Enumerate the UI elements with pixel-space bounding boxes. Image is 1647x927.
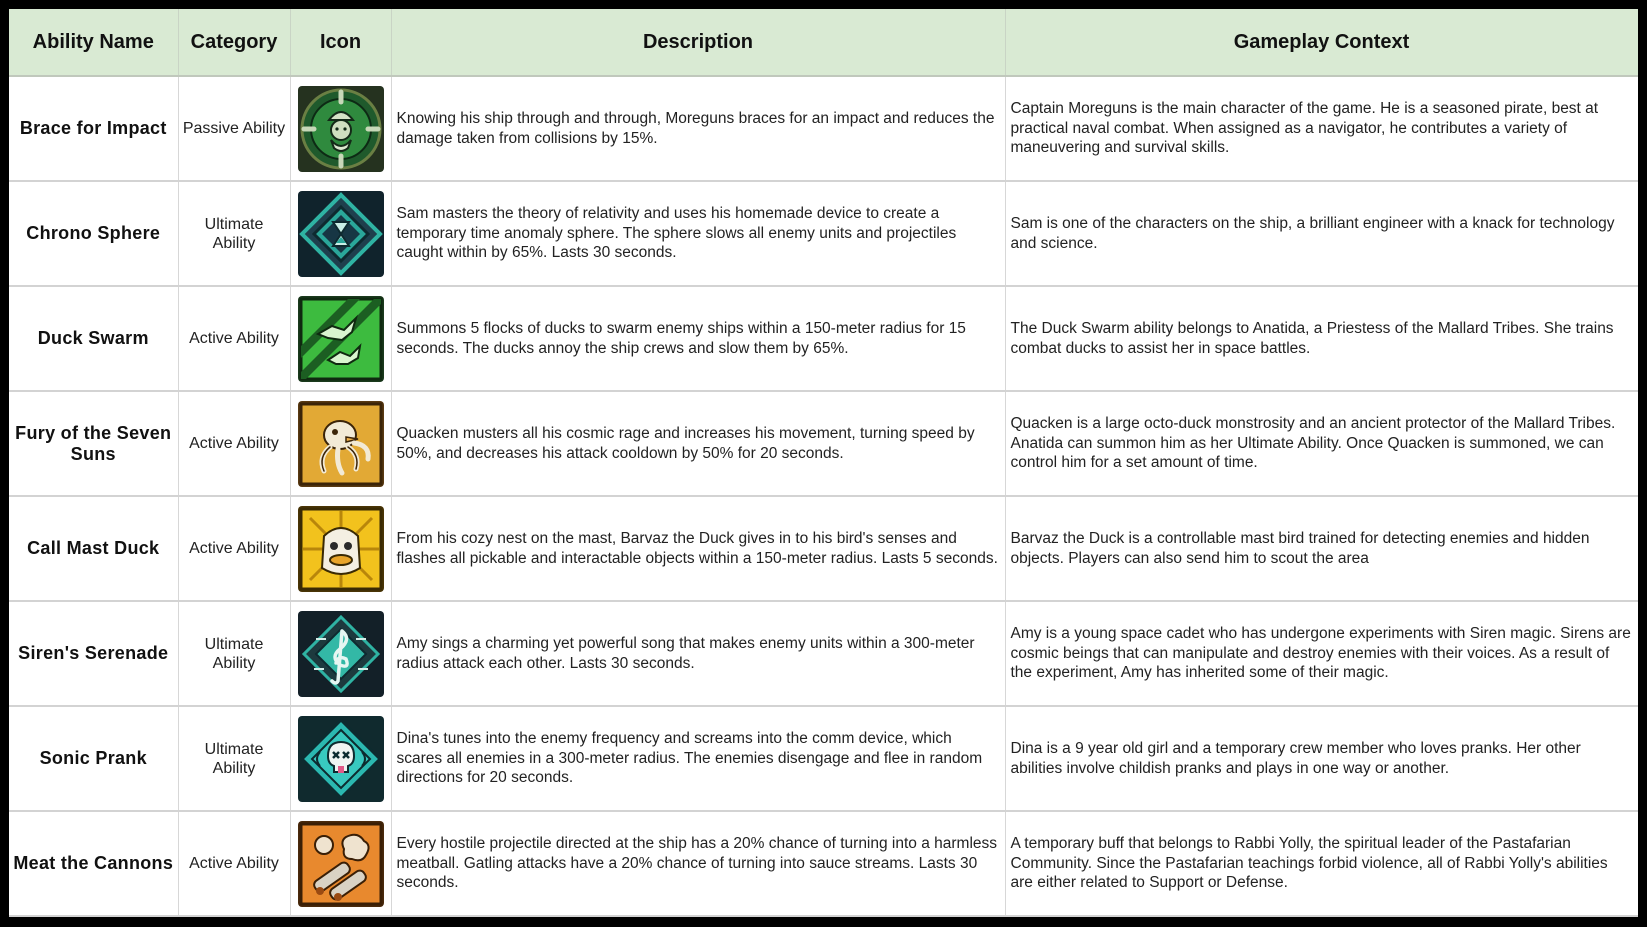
icon-cell[interactable]: [290, 496, 391, 601]
ability-name-cell[interactable]: Chrono Sphere: [9, 181, 178, 286]
description-cell[interactable]: Every hostile projectile directed at the ship has a 20% chance of turning into a harmless meatball. Gatling attacks have a 20% chance of turning into sauce streams. Lasts 30 seconds.: [391, 811, 1005, 916]
icon-cell[interactable]: [290, 706, 391, 811]
description-cell[interactable]: Amy sings a charming yet powerful song that makes enemy units within a 300-meter radius attack each other. Lasts 30 seconds.: [391, 601, 1005, 706]
header-row: [9, 9, 1638, 76]
gameplay-context-cell[interactable]: A temporary buff that belongs to Rabbi Yolly, the spiritual leader of the Pastafarian Community. Since the Pastafarian teachings forbid violence, all of Rabbi Yolly's abilities are either related to Support or Defense.: [1005, 811, 1638, 916]
category-cell[interactable]: Passive Ability: [178, 76, 290, 181]
ability-name-cell[interactable]: Siren's Serenade: [9, 601, 178, 706]
description-cell[interactable]: Quacken musters all his cosmic rage and increases his movement, turning speed by 50%, and decreases his attack cooldown by 50% for 20 seconds.: [391, 391, 1005, 496]
icon-cell[interactable]: [290, 286, 391, 391]
description-cell[interactable]: Knowing his ship through and through, Moreguns braces for an impact and reduces the damage taken from collisions by 15%.: [391, 76, 1005, 181]
icon-cell[interactable]: [290, 601, 391, 706]
ability-name-cell[interactable]: Fury of the Seven Suns: [9, 391, 178, 496]
description-cell[interactable]: From his cozy nest on the mast, Barvaz the Duck gives in to his bird's senses and flashes all pickable and interactable objects within a 150-meter radius. Lasts 5 seconds.: [391, 496, 1005, 601]
header-gameplay-context[interactable]: Gameplay Context: [1005, 9, 1638, 76]
category-cell[interactable]: Active Ability: [178, 391, 290, 496]
table-row: [9, 706, 1638, 811]
table-row: [9, 391, 1638, 496]
table-row: [9, 811, 1638, 916]
duck-face-sunburst-icon: [298, 506, 384, 592]
icon-cell[interactable]: [290, 391, 391, 496]
ability-name-cell[interactable]: Brace for Impact: [9, 76, 178, 181]
table-row: [9, 181, 1638, 286]
category-cell[interactable]: Ultimate Ability: [178, 601, 290, 706]
gameplay-context-cell[interactable]: Amy is a young space cadet who has undergone experiments with Siren magic. Sirens are cosmic beings that can manipulate and destroy enemies with their voices. As a result of the experiment, Amy has inherited some of their magic.: [1005, 601, 1638, 706]
header-icon[interactable]: Icon: [290, 9, 391, 76]
icon-cell[interactable]: [290, 181, 391, 286]
ability-name-cell[interactable]: Duck Swarm: [9, 286, 178, 391]
category-cell[interactable]: Active Ability: [178, 811, 290, 916]
description-cell[interactable]: Sam masters the theory of relativity and uses his homemade device to create a temporary time anomaly sphere. The sphere slows all enemy units and projectiles caught within by 65%. Lasts 30 seconds.: [391, 181, 1005, 286]
ability-name-cell[interactable]: Sonic Prank: [9, 706, 178, 811]
gameplay-context-cell[interactable]: Sam is one of the characters on the ship, a brilliant engineer with a knack for technology and science.: [1005, 181, 1638, 286]
gameplay-context-cell[interactable]: Dina is a 9 year old girl and a temporary crew member who loves pranks. Her other abilities involve childish pranks and plays in one way or another.: [1005, 706, 1638, 811]
meatball-cannon-icon: [298, 821, 384, 907]
header-description[interactable]: Description: [391, 9, 1005, 76]
abilities-sheet: [9, 9, 1638, 917]
table-row: [9, 286, 1638, 391]
category-cell[interactable]: Active Ability: [178, 496, 290, 601]
table-row: [9, 76, 1638, 181]
hourglass-diamond-icon: [298, 191, 384, 277]
ability-name-cell[interactable]: Meat the Cannons: [9, 811, 178, 916]
gameplay-context-cell[interactable]: The Duck Swarm ability belongs to Anatida, a Priestess of the Mallard Tribes. She trains combat ducks to assist her in space battles.: [1005, 286, 1638, 391]
category-cell[interactable]: Ultimate Ability: [178, 181, 290, 286]
gameplay-context-cell[interactable]: Captain Moreguns is the main character of the game. He is a seasoned pirate, best at practical naval combat. When assigned as a navigator, he contributes a variety of maneuvering and survival skills.: [1005, 76, 1638, 181]
header-category[interactable]: Category: [178, 9, 290, 76]
gameplay-context-cell[interactable]: Barvaz the Duck is a controllable mast bird trained for detecting enemies and hidden objects. Players can also send him to scout the area: [1005, 496, 1638, 601]
table-row: [9, 601, 1638, 706]
table-row: [9, 496, 1638, 601]
icon-cell[interactable]: [290, 811, 391, 916]
description-cell[interactable]: Summons 5 flocks of ducks to swarm enemy ships within a 150-meter radius for 15 seconds. The ducks annoy the ship crews and slow them by 65%.: [391, 286, 1005, 391]
abilities-table: [9, 9, 1638, 917]
description-cell[interactable]: Dina's tunes into the enemy frequency and screams into the comm device, which scares all enemies in a 300-meter radius. The enemies disengage and flee in random directions for 20 seconds.: [391, 706, 1005, 811]
octo-duck-monster-icon: [298, 401, 384, 487]
helm-captain-emblem-icon: [298, 86, 384, 172]
gameplay-context-cell[interactable]: Quacken is a large octo-duck monstrosity and an ancient protector of the Mallard Tribes. Anatida can summon him as her Ultimate Ability. Once Quacken is summoned, we can control him for a set amount of time.: [1005, 391, 1638, 496]
flying-ducks-icon: [298, 296, 384, 382]
icon-cell[interactable]: [290, 76, 391, 181]
skull-soundwave-icon: [298, 716, 384, 802]
header-ability-name[interactable]: Ability Name: [9, 9, 178, 76]
ability-name-cell[interactable]: Call Mast Duck: [9, 496, 178, 601]
category-cell[interactable]: Ultimate Ability: [178, 706, 290, 811]
treble-clef-diamond-icon: [298, 611, 384, 697]
category-cell[interactable]: Active Ability: [178, 286, 290, 391]
